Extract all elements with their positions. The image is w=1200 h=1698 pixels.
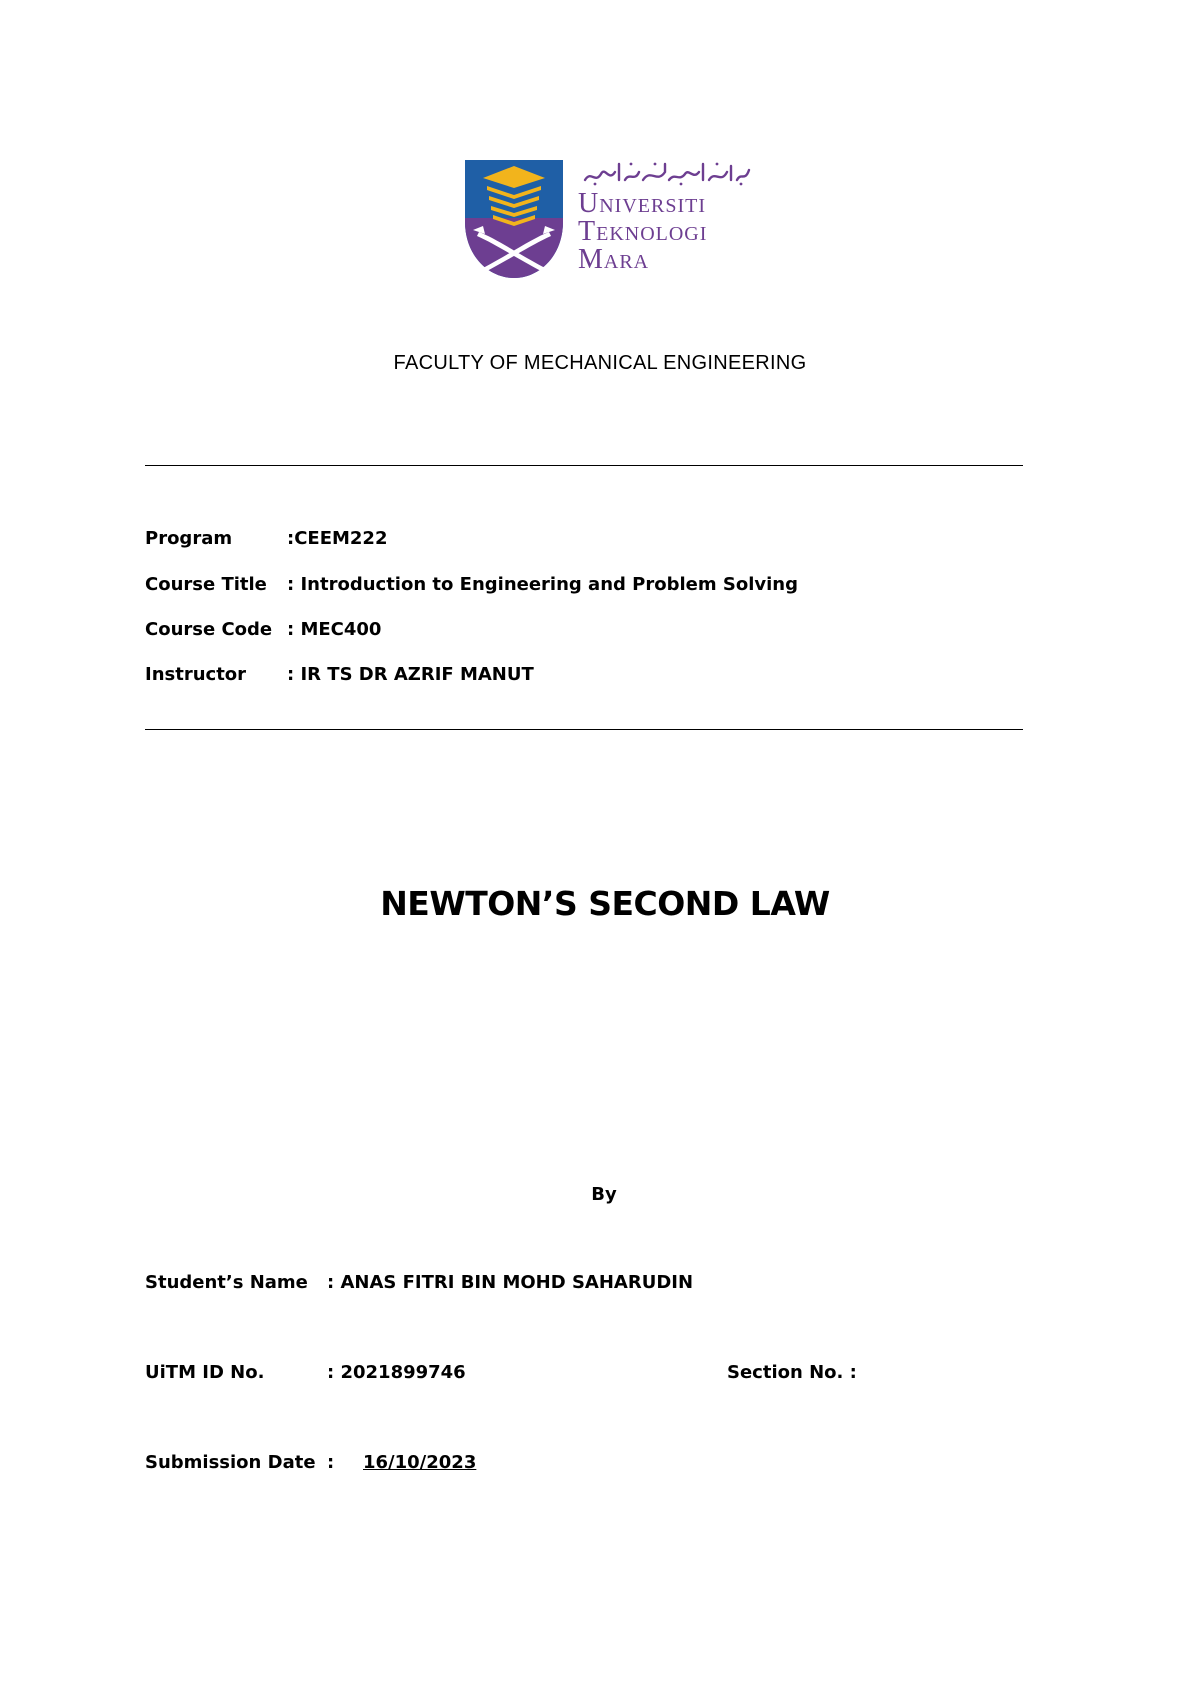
course-code-value: : MEC400 bbox=[287, 619, 382, 640]
instructor-value: : IR TS DR AZRIF MANUT bbox=[287, 664, 534, 685]
program-value: :CEEM222 bbox=[287, 528, 388, 549]
student-name-label: Student’s Name bbox=[145, 1272, 308, 1293]
jawi-script-icon bbox=[581, 160, 751, 186]
section-no-label: Section No. : bbox=[727, 1362, 857, 1383]
submission-date-label: Submission Date bbox=[145, 1452, 316, 1473]
logo-word-mara: Mara bbox=[578, 244, 650, 275]
report-title: NEWTON’S SECOND LAW bbox=[380, 884, 830, 923]
logo-word-teknologi: Teknologi bbox=[578, 216, 708, 247]
faculty-heading: FACULTY OF MECHANICAL ENGINEERING bbox=[393, 352, 807, 374]
course-title-value: : Introduction to Engineering and Problem Solving bbox=[287, 574, 798, 595]
uitm-id-label: UiTM ID No. bbox=[145, 1362, 265, 1383]
by-label: By bbox=[591, 1184, 617, 1205]
uitm-id-value: : 2021899746 bbox=[327, 1362, 466, 1383]
student-name-value: : ANAS FITRI BIN MOHD SAHARUDIN bbox=[327, 1272, 694, 1293]
uitm-logo bbox=[465, 160, 755, 280]
instructor-label: Instructor bbox=[145, 664, 247, 685]
course-title-label: Course Title bbox=[145, 574, 267, 595]
logo-word-universiti: Universiti bbox=[578, 188, 706, 219]
bottom-divider bbox=[145, 729, 1023, 730]
submission-date-value: 16/10/2023 bbox=[363, 1452, 477, 1473]
program-label: Program bbox=[145, 528, 233, 549]
submission-date-separator: : bbox=[327, 1452, 335, 1473]
top-divider bbox=[145, 465, 1023, 466]
uitm-crest-icon bbox=[465, 160, 563, 278]
course-code-label: Course Code bbox=[145, 619, 273, 640]
